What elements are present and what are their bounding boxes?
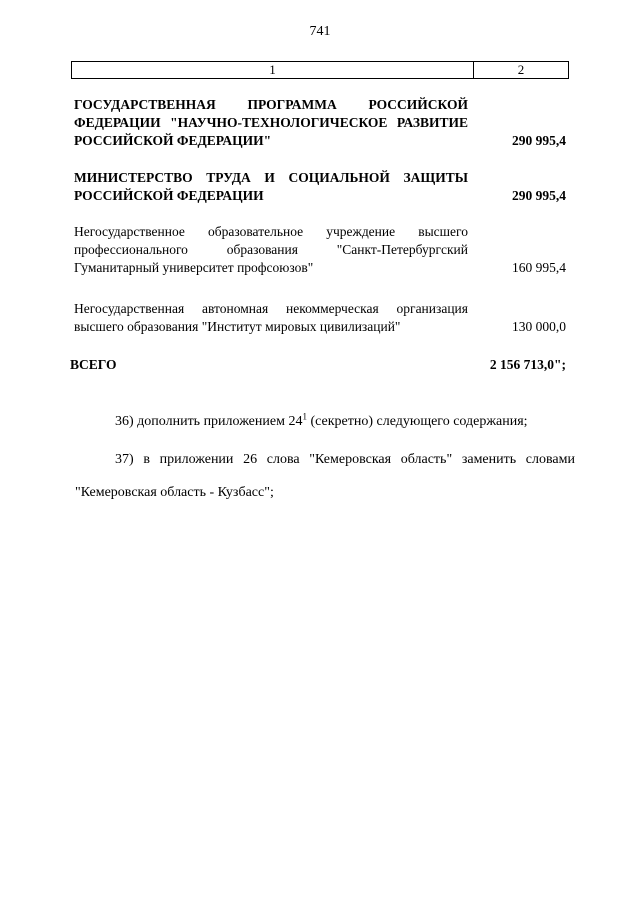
row-amount: 160 995,4 <box>512 260 566 275</box>
page-number: 741 <box>309 24 331 39</box>
row-amount: 290 995,4 <box>512 188 566 203</box>
row-name: МИНИСТЕРСТВО ТРУДА И СОЦИАЛЬНОЙ ЗАЩИТЫ РОССИЙСКОЙ ФЕДЕРАЦИИ <box>74 170 468 203</box>
table-column-header <box>71 61 569 79</box>
table-row <box>74 223 566 277</box>
column-2-number: 2 <box>517 62 525 77</box>
row-name: Негосударственная автономная некоммерческая организация высшего образования "Институт мировых цивилизаций" <box>74 301 468 334</box>
row-amount: 130 000,0 <box>512 319 566 334</box>
paragraph-36-text-end: (секретно) следующего содержания; <box>306 414 528 429</box>
total-label: ВСЕГО <box>70 357 117 372</box>
paragraph-36-text-start: 36) дополнить приложением 24 <box>115 414 303 429</box>
column-1-number: 1 <box>72 62 474 78</box>
paragraph-36 <box>115 413 575 431</box>
table-row <box>74 300 566 336</box>
paragraph-37-line-2: "Кемеровская область - Кузбасс"; <box>75 485 274 500</box>
paragraph-37-line-1: 37) в приложении 26 слова "Кемеровская область" заменить словами <box>115 452 575 467</box>
appendix-superscript: 1 <box>302 411 307 422</box>
total-row <box>70 356 566 374</box>
row-amount: 290 995,4 <box>512 133 566 148</box>
table-row <box>74 169 566 205</box>
row-name: Негосударственное образовательное учреждение высшего профессионального образования "Санкт-Петербургский Гуманитарный университет профсоюзов" <box>74 224 468 275</box>
table-row <box>74 96 566 150</box>
row-name: ГОСУДАРСТВЕННАЯ ПРОГРАММА РОССИЙСКОЙ ФЕДЕРАЦИИ "НАУЧНО-ТЕХНОЛОГИЧЕСКОЕ РАЗВИТИЕ РОССИЙСКОЙ ФЕДЕРАЦИИ" <box>74 97 468 148</box>
total-amount: 2 156 713,0"; <box>489 357 566 372</box>
